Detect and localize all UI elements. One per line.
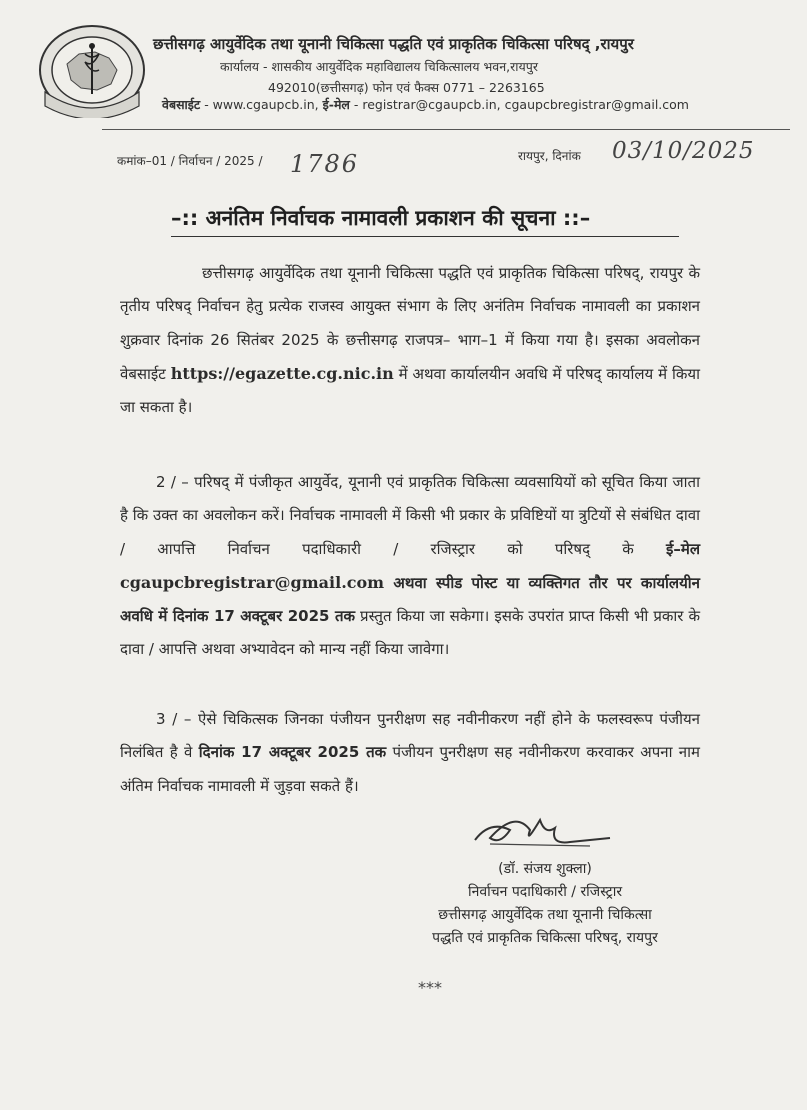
title-underline [171,236,679,237]
paragraph-2 [120,466,700,667]
paragraph-3-bold-text: दिनांक 17 अक्टूबर 2025 तक [198,743,387,762]
paragraph-2-email: cgaupcbregistrar@gmail.com [120,572,385,592]
council-seal-logo [37,24,147,118]
reference-number-label: कमांक–01 / निर्वाचन / 2025 / [117,154,263,168]
paragraph-1 [120,257,700,424]
notice-title: –:: अनंतिम निर्वाचक नामावली प्रकाशन की सूचना ::– [171,206,591,230]
paragraph-2-bold-text: अथवा स्पीड पोस्ट या व्यक्तिगत तौर पर कार्यालयीन अवधि में दिनांक 17 अक्टूबर 2025 तक [120,573,700,626]
website-label: वेबसाईट [162,97,201,112]
signatory-designation: निर्वाचन पदाधिकारी / रजिस्ट्रार [467,884,623,900]
paragraph-2-email-label: ई–मेल [665,539,700,558]
paragraph-3-text-a: 3 / – ऐसे चिकित्सक जिनका पंजीयन पुनरीक्षण सह नवीनीकरण नहीं होने के फलस्वरूप पंजीयन निलंबित है वे [120,710,700,762]
paragraph-1-text-a: छत्तीसगढ़ आयुर्वेदिक तथा यूनानी चिकित्सा पद्धति एवं प्राकृतिक चिकित्सा परिषद्, रायपुर के तृतीय परिषद् निर्वाचन हेतु प्रत्येक राजस्व आयुक्त संभाग के लिए अनंतिम निर्वाचक नामावली का प्रकाशन शुक्रवार दिनांक 26 सितंबर 2025 के छत्तीसगढ़ राजपत्र– भाग–1 में किया गया है। इसका अवलोकन वेबसाईट [120,264,700,383]
paragraph-3 [120,703,700,803]
signatory-org-line2: पद्धति एवं प्राकृतिक चिकित्सा परिषद्, रायपुर [432,930,658,946]
contact-line [162,96,792,113]
phone-line: 492010(छत्तीसगढ़) फोन एवं फैक्स 0771 – 2263165 [268,80,545,95]
signatory-name: (डॉ. संजय शुक्ला) [498,861,592,877]
org-name-heading: छत्तीसगढ़ आयुर्वेदिक तथा यूनानी चिकित्सा पद्धति एवं प्राकृतिक चिकित्सा परिषद् ,रायपुर [153,35,634,53]
website-text: - www.cgaupcb.in, [200,97,323,112]
place-date-label: रायपुर, दिनांक [518,149,581,163]
email-label: ई-मेल [322,97,350,112]
paragraph-2-text-b: प्रस्तुत किया जा सकेगा। इसके उपरांत प्राप्त किसी भी प्रकार के दावा / आपत्ति अथवा अभ्यावेदन को मान्य नहीं किया जावेगा। [120,607,700,659]
paragraph-2-text-a: 2 / – परिषद् में पंजीकृत आयुर्वेद, यूनानी एवं प्राकृतिक चिकित्सा व्यवसायियों को सूचित किया जाता है कि उक्त का अवलोकन करें। निर्वाचक नामावली में किसी भी प्रकार के प्रविष्टियों या त्रुटियों से संबंधित दावा / आपत्ति निर्वाचन पदाधिकारी / रजिस्ट्रार को परिषद् के [120,473,700,558]
paragraph-1-text-b: में अथवा कार्यालयीन अवधि में परिषद् कार्यालय में किया जा सकता है। [120,364,701,417]
email-text: - registrar@cgaupcb.in, cgaupcbregistrar@gmail.com [349,97,689,112]
office-address: कार्यालय - शासकीय आयुर्वेदिक महाविद्यालय चिकित्सालय भवन,रायपुर [220,59,538,74]
date-handwritten: 03/10/2025 [612,138,755,164]
reference-number-handwritten: 1786 [290,150,360,178]
paragraph-3-text-b: पंजीयन पुनरीक्षण सह नवीनीकरण करवाकर अपना नाम अंतिम निर्वाचक नामावली में जुड़वा सकते हैं। [120,743,700,795]
end-mark: *** [418,978,442,997]
signatory-block [380,858,710,950]
signatory-org-line1: छत्तीसगढ़ आयुर्वेदिक तथा यूनानी चिकित्सा [438,907,652,923]
handwritten-signature [470,800,620,860]
egazette-link: https://egazette.cg.nic.in [170,363,394,383]
header-divider [102,129,790,130]
